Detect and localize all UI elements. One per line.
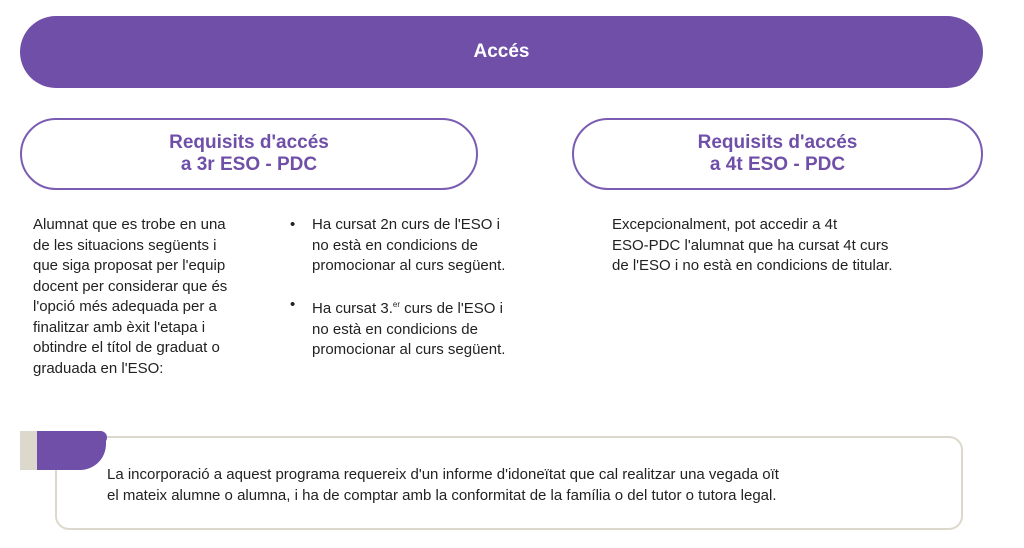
bullet-icon: • — [290, 296, 296, 313]
card-title-line: Requisits d'accés — [169, 132, 329, 153]
text-line: promocionar al curs següent. — [312, 257, 506, 274]
right-text — [612, 215, 893, 277]
card-title-line: a 4t ESO - PDC — [709, 154, 846, 175]
text-line: de les situacions següents i — [33, 236, 217, 254]
text-line: Ha cursat 2n curs de l'ESO i — [312, 216, 500, 233]
text-line: no està en condicions de — [312, 236, 478, 254]
text-line: l'opció més adequada per a — [33, 298, 217, 315]
bullet-item — [290, 215, 506, 277]
superscript: er — [392, 300, 400, 309]
text-line: docent per considerar que és — [33, 277, 228, 295]
note-text — [107, 465, 779, 506]
text-line: Alumnat que es trobe en una — [33, 216, 226, 233]
card-4t-eso — [572, 118, 983, 190]
note-tab-decoration — [37, 431, 106, 470]
card-title-line: Requisits d'accés — [697, 132, 858, 153]
text-line: La incorporació a aquest programa requereix d'un informe d'idoneïtat que cal realitzar una vegada oït — [107, 466, 779, 483]
bullet-item — [290, 295, 506, 361]
text-line: de l'ESO i no està en condicions de titular. — [612, 257, 893, 274]
text-part: Ha cursat 3. — [312, 300, 393, 317]
text-line: que siga proposat per l'equip — [33, 257, 226, 274]
header-banner — [20, 16, 983, 88]
bullet-icon: • — [290, 216, 296, 233]
card-3r-eso — [20, 118, 478, 190]
text-line: obtindre el títol de graduat o — [33, 339, 220, 356]
text-line: finalitzar amb èxit l'etapa i — [33, 318, 206, 336]
header-title: Accés — [473, 41, 530, 62]
note-tab-decoration — [20, 431, 38, 470]
text-line: Excepcionalment, pot accedir a 4t — [612, 216, 838, 233]
card-title-line: a 3r ESO - PDC — [180, 154, 318, 175]
text-line: no està en condicions de — [312, 320, 478, 338]
text-line: el mateix alumne o alumna, i ha de comptar amb la conformitat de la família o del tutor o tutora legal. — [107, 486, 777, 504]
text-line: promocionar al curs següent. — [312, 341, 506, 358]
text-line — [312, 295, 505, 320]
text-part: curs de l'ESO i — [400, 300, 503, 317]
text-line: graduada en l'ESO: — [33, 359, 164, 377]
text-line: ESO-PDC l'alumnat que ha cursat 4t curs — [612, 236, 889, 254]
left-intro-text — [33, 215, 227, 379]
